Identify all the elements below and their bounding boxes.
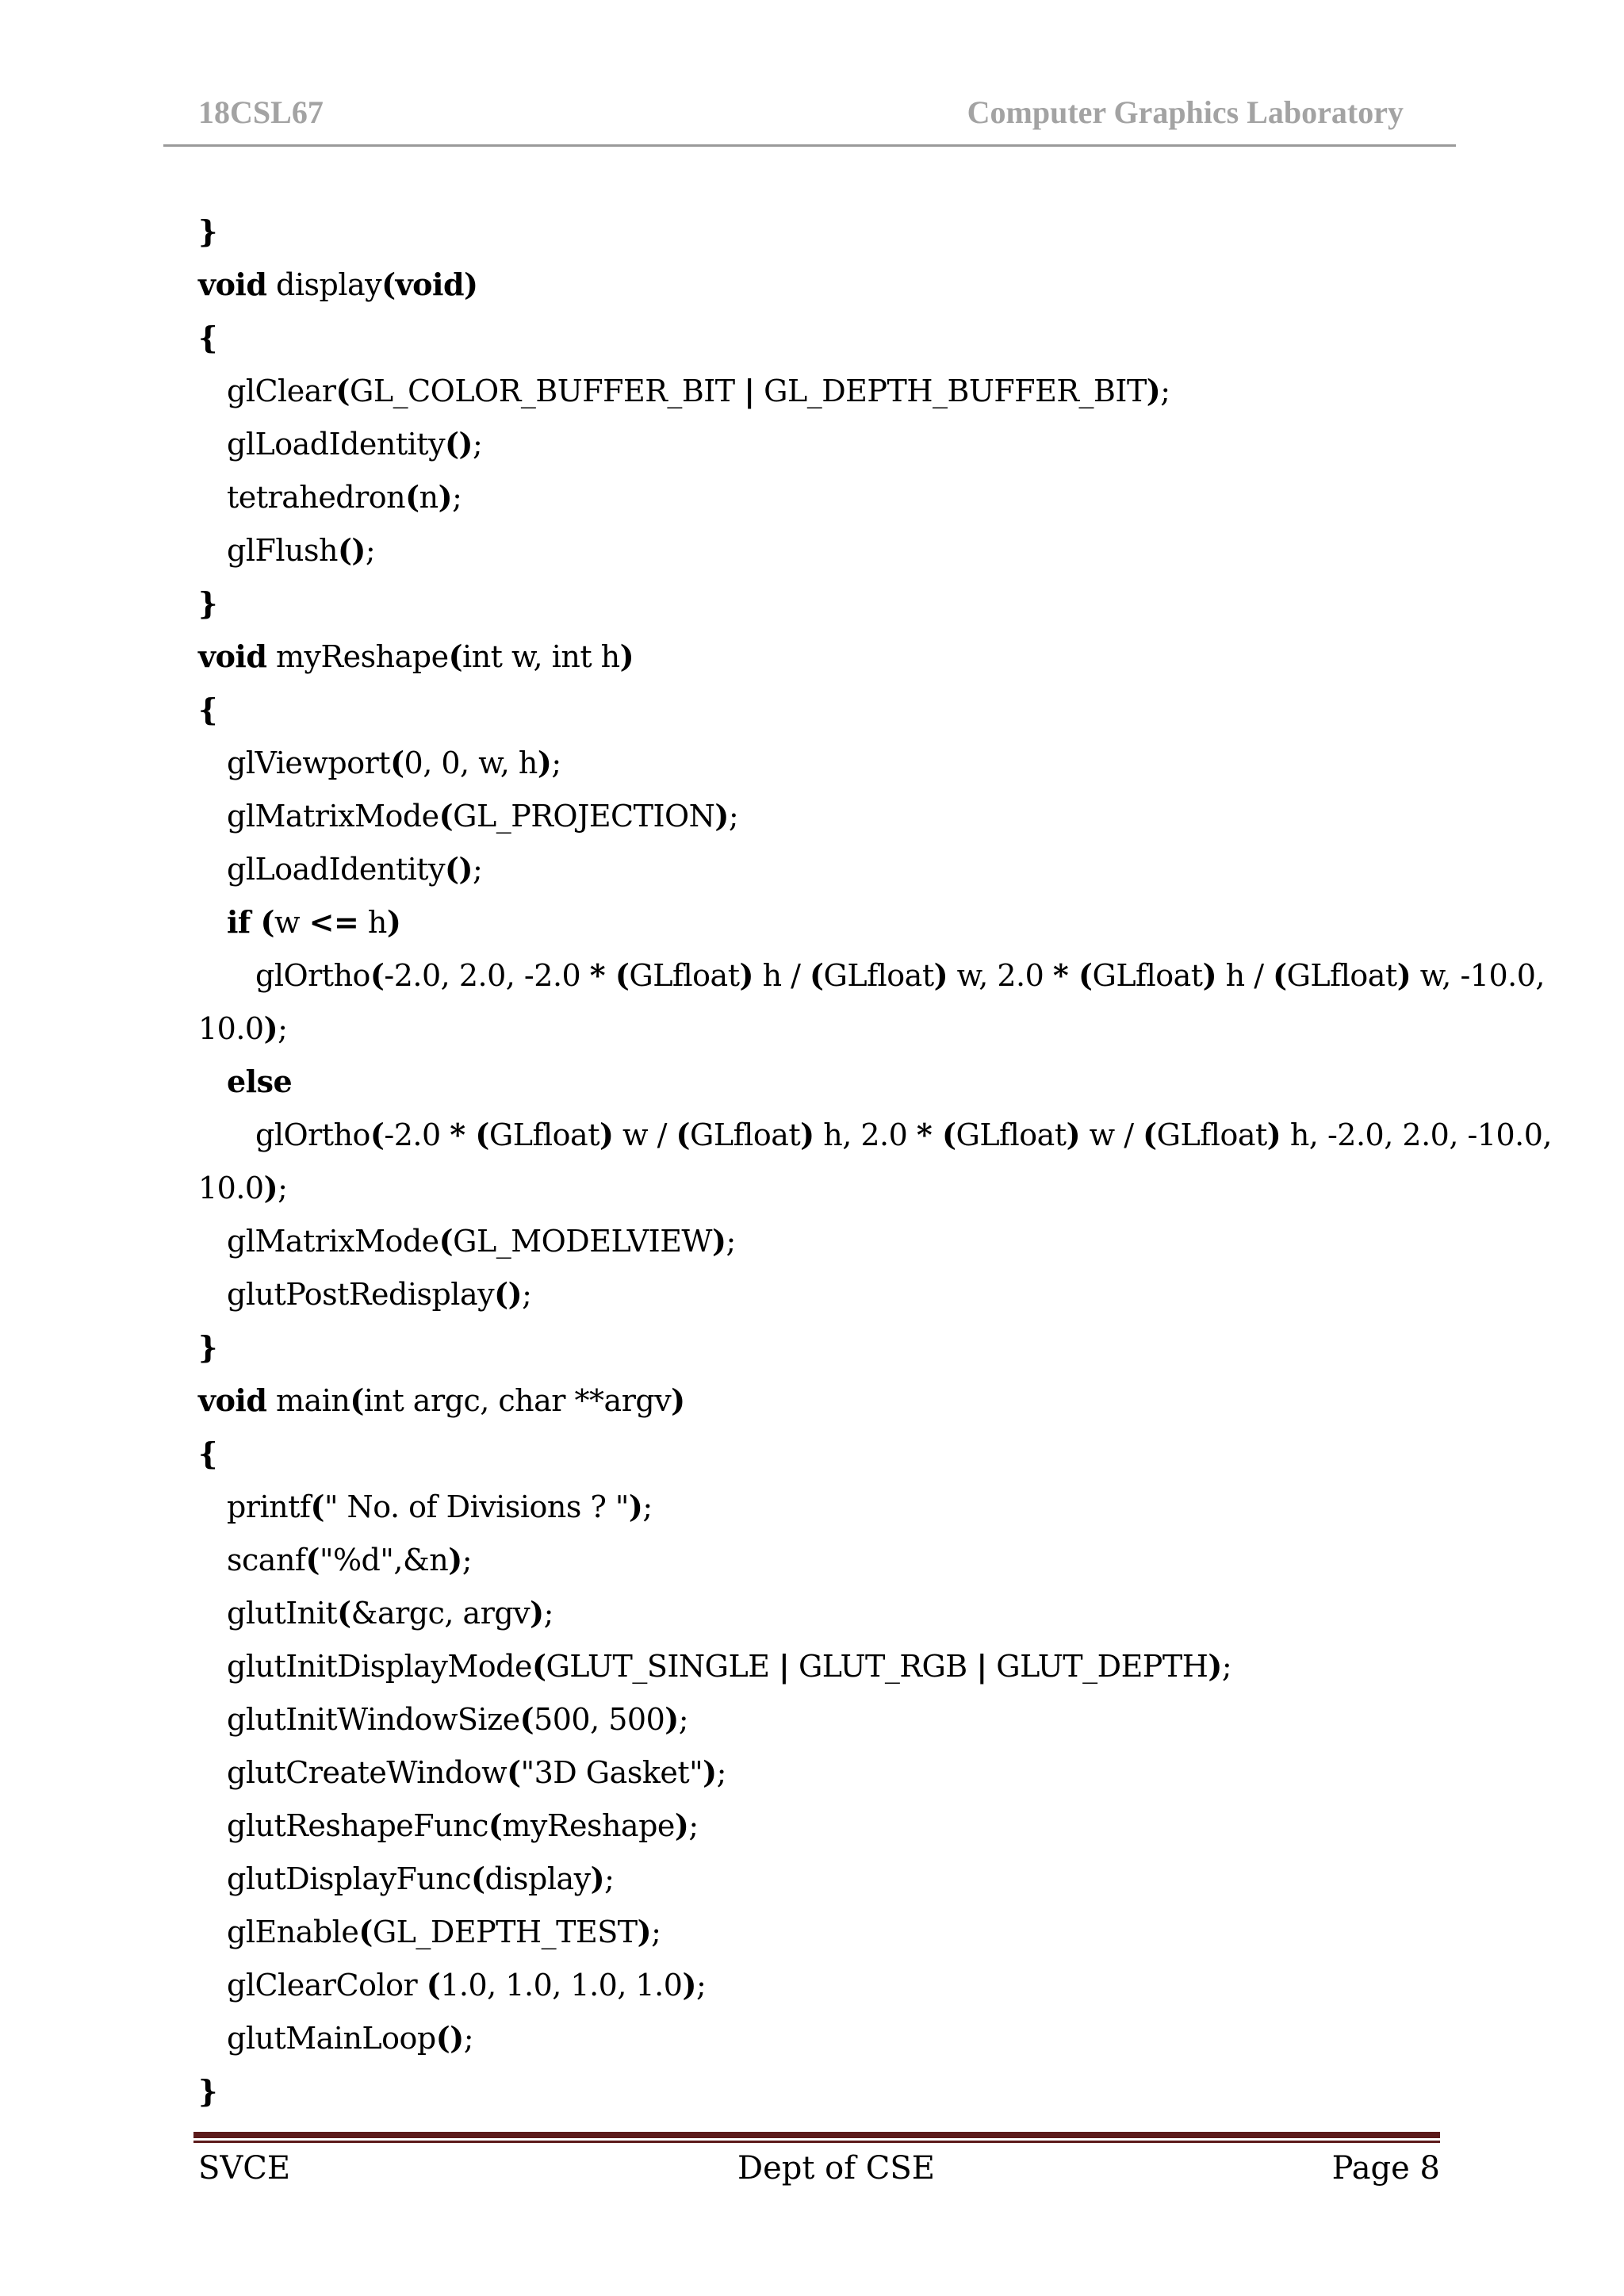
code-token: ) — [1066, 1117, 1081, 1152]
code-token: | — [744, 373, 755, 408]
code-token: ( — [370, 957, 385, 993]
code-token: GLfloat — [1156, 1117, 1267, 1152]
code-token: myReshape — [266, 639, 449, 674]
code-token: glutReshapeFunc — [227, 1808, 488, 1843]
code-token: w, -10.0, — [1411, 958, 1545, 993]
code-token: glutInit — [227, 1596, 338, 1631]
code-line — [198, 1214, 1435, 1267]
code-token: { — [198, 1435, 217, 1471]
code-token: h / — [753, 958, 810, 993]
code-token: myReshape — [502, 1808, 675, 1843]
code-listing — [198, 205, 1553, 2118]
code-token: (void) — [381, 266, 478, 302]
code-line — [198, 1905, 1435, 1958]
code-token: ) — [263, 1010, 278, 1046]
footer-rule-thick — [193, 2132, 1440, 2138]
code-token: ( — [676, 1117, 691, 1152]
code-token: ) — [682, 1967, 696, 2003]
code-line — [198, 736, 1435, 789]
code-token: tetrahedron — [227, 480, 406, 515]
code-token: * ( — [450, 1117, 489, 1152]
code-token: ; — [543, 1596, 553, 1631]
code-token: glClear — [227, 374, 336, 408]
code-token: display — [485, 1861, 591, 1896]
code-token: GL_DEPTH_TEST — [372, 1915, 638, 1949]
code-token: ; — [473, 427, 483, 462]
code-token: ( — [439, 1223, 454, 1259]
code-token: ; — [463, 2021, 474, 2056]
code-token: ) — [739, 957, 753, 993]
footer-page-number: Page 8 — [1331, 2150, 1440, 2187]
code-token: w / — [1080, 1117, 1143, 1152]
code-token: ( — [471, 1861, 485, 1896]
code-token: glMatrixMode — [227, 1224, 439, 1259]
code-token: ) — [386, 904, 401, 940]
code-line — [198, 1002, 1435, 1055]
code-token: ) — [1266, 1117, 1281, 1152]
code-token: () — [494, 1276, 523, 1312]
code-token: glutCreateWindow — [227, 1755, 508, 1790]
code-token: h — [358, 905, 387, 940]
code-line — [198, 949, 1545, 1002]
code-token: GLfloat — [1092, 958, 1203, 993]
code-token: ( — [531, 1648, 546, 1684]
code-token: w / — [613, 1117, 676, 1152]
footer-rule-thin — [193, 2141, 1440, 2143]
code-token: glClearColor — [227, 1968, 427, 2003]
code-line — [198, 683, 1435, 736]
code-token: ) — [665, 1701, 679, 1737]
code-token: "3D Gasket" — [520, 1755, 703, 1790]
code-token: ( — [370, 1117, 385, 1152]
code-token: ; — [695, 1968, 707, 2003]
code-token: ) — [671, 1382, 685, 1418]
code-token: ) — [1396, 957, 1411, 993]
code-token: 0, 0, w, h — [404, 746, 538, 780]
code-token: GLfloat — [823, 958, 934, 993]
code-line — [198, 258, 1435, 311]
code-token: () — [445, 851, 473, 887]
page-header — [163, 0, 1456, 147]
footer-department: Dept of CSE — [737, 2150, 935, 2187]
code-line — [198, 2011, 1435, 2064]
code-token: ( — [310, 1489, 324, 1524]
footer-rule — [193, 2132, 1440, 2143]
code-token: -2.0 — [384, 1117, 450, 1152]
code-token: glLoadIdentity — [227, 852, 446, 887]
code-token: display — [266, 267, 382, 302]
code-token: w — [274, 905, 309, 940]
code-token: glOrtho — [255, 1117, 370, 1152]
code-token: glutMainLoop — [227, 2021, 436, 2056]
code-line — [198, 1692, 1435, 1746]
code-token: ; — [278, 1171, 288, 1205]
code-token: glEnable — [227, 1915, 359, 1949]
code-line — [198, 1161, 1435, 1214]
code-line — [198, 1055, 1435, 1108]
code-token: w, 2.0 — [948, 958, 1053, 993]
code-token: * ( — [1052, 957, 1093, 993]
code-token: () — [445, 426, 473, 462]
code-token: ; — [651, 1915, 661, 1949]
code-line — [198, 1746, 1435, 1799]
code-token: printf — [227, 1489, 311, 1524]
code-line — [198, 895, 1435, 949]
code-token: ( — [507, 1754, 521, 1790]
code-token: int w, int h — [462, 639, 620, 674]
code-token: glFlush — [227, 533, 338, 568]
code-token: void — [198, 638, 267, 674]
code-token: ; — [522, 1277, 532, 1312]
code-token: h / — [1216, 958, 1274, 993]
code-token: scanf — [227, 1543, 306, 1577]
code-token: ; — [726, 1224, 736, 1259]
code-line — [198, 2064, 1435, 2118]
code-token: { — [198, 320, 217, 355]
code-token: { — [198, 692, 217, 727]
code-token: ( — [1273, 957, 1287, 993]
code-token: ) — [1208, 1648, 1222, 1684]
code-token: ( — [305, 1542, 320, 1577]
code-line — [198, 1427, 1435, 1480]
code-token: " No. of Divisions ? " — [324, 1489, 629, 1524]
code-token: GL_DEPTH_BUFFER_BIT — [754, 374, 1147, 408]
code-token: ) — [703, 1754, 717, 1790]
code-line — [198, 1374, 1435, 1427]
code-token: ) — [714, 798, 729, 834]
code-token: ( — [358, 1914, 373, 1949]
code-token: ; — [365, 533, 376, 568]
code-token: glLoadIdentity — [227, 427, 446, 462]
code-token: () — [337, 532, 366, 568]
code-line — [198, 1267, 1435, 1320]
code-token: h, -2.0, 2.0, -10.0, — [1281, 1117, 1553, 1152]
lab-title: Computer Graphics Laboratory — [967, 94, 1404, 130]
code-token: void — [198, 1382, 267, 1418]
code-token: ; — [1221, 1649, 1232, 1684]
code-token: GL_MODELVIEW — [453, 1224, 712, 1259]
code-token: ; — [462, 1543, 473, 1577]
code-token: ; — [688, 1808, 699, 1843]
code-line — [198, 1639, 1435, 1692]
code-token: ( — [439, 798, 454, 834]
code-token: ; — [1160, 374, 1170, 408]
code-token: } — [198, 2073, 217, 2109]
code-token: ) — [619, 638, 634, 674]
code-line — [198, 470, 1435, 523]
code-line — [198, 523, 1435, 577]
code-token: GL_COLOR_BUFFER_BIT — [350, 374, 745, 408]
code-line — [198, 364, 1435, 417]
code-line — [198, 577, 1435, 630]
code-token: GLfloat — [629, 958, 740, 993]
code-token: | — [976, 1648, 987, 1684]
code-token: GLUT_DEPTH — [986, 1649, 1208, 1684]
code-token: h, 2.0 — [814, 1117, 917, 1152]
code-line — [198, 1958, 1435, 2011]
code-token: | — [779, 1648, 790, 1684]
code-token: GLfloat — [690, 1117, 801, 1152]
code-token: ) — [712, 1223, 726, 1259]
code-token: ( — [337, 1595, 351, 1631]
footer-institution: SVCE — [198, 2150, 291, 2187]
code-token: ; — [473, 852, 483, 887]
code-token: -2.0, 2.0, -2.0 — [384, 958, 590, 993]
code-line — [198, 1799, 1435, 1852]
code-token: GLUT_SINGLE — [546, 1649, 779, 1684]
code-line — [198, 1320, 1435, 1374]
code-token: glOrtho — [255, 958, 370, 993]
code-token: <= — [308, 904, 359, 940]
code-token: ( — [350, 1382, 364, 1418]
code-token: else — [227, 1064, 293, 1099]
code-token: ; — [716, 1755, 726, 1790]
code-token: () — [435, 2020, 464, 2056]
code-token: int argc, char **argv — [363, 1383, 672, 1418]
code-token: ) — [590, 1861, 605, 1896]
code-token: ) — [800, 1117, 814, 1152]
code-token: ; — [642, 1489, 653, 1524]
code-token: 10.0 — [198, 1171, 264, 1205]
code-token: glutInitDisplayMode — [227, 1649, 532, 1684]
code-token: 10.0 — [198, 1011, 264, 1046]
code-token: ( — [405, 479, 419, 515]
code-token: "%d",&n — [319, 1543, 449, 1577]
code-token: ( — [488, 1807, 503, 1843]
code-token: ) — [933, 957, 948, 993]
code-token: ( — [390, 745, 404, 780]
course-code: 18CSL67 — [198, 94, 324, 130]
code-token: n — [419, 480, 439, 515]
code-token: GLUT_RGB — [789, 1649, 977, 1684]
code-token: ; — [278, 1011, 288, 1046]
code-token: 1.0, 1.0, 1.0, 1.0 — [440, 1968, 683, 2003]
code-line — [198, 842, 1435, 895]
code-token: ; — [728, 799, 739, 834]
code-line — [198, 1852, 1435, 1905]
code-line — [198, 311, 1435, 364]
code-token: * ( — [916, 1117, 956, 1152]
code-token: ) — [448, 1542, 462, 1577]
code-token: 500, 500 — [534, 1702, 665, 1737]
code-token: glMatrixMode — [227, 799, 439, 834]
code-token: GL_PROJECTION — [453, 799, 715, 834]
code-token: ) — [1146, 373, 1161, 408]
code-token: ; — [678, 1702, 689, 1737]
code-token: } — [198, 585, 217, 621]
code-token: glutPostRedisplay — [227, 1277, 495, 1312]
code-token: &argc, argv — [350, 1596, 530, 1631]
code-token: ) — [530, 1595, 544, 1631]
code-token: ) — [537, 745, 552, 780]
code-token: glViewport — [227, 746, 391, 780]
code-token: ( — [519, 1701, 534, 1737]
code-line — [198, 1533, 1435, 1586]
code-token: if ( — [227, 904, 274, 940]
code-token: * ( — [589, 957, 630, 993]
code-token: ) — [674, 1807, 689, 1843]
code-token: ; — [551, 746, 561, 780]
code-token: ) — [637, 1914, 652, 1949]
code-token: GLfloat — [956, 1117, 1067, 1152]
code-line — [198, 205, 1435, 258]
code-token: } — [198, 213, 217, 249]
code-line — [198, 1480, 1435, 1533]
code-token: } — [198, 1329, 217, 1365]
code-token: ) — [438, 479, 453, 515]
code-token: ( — [448, 638, 463, 674]
code-token: ) — [599, 1117, 614, 1152]
code-token: ; — [452, 480, 462, 515]
code-line — [198, 1586, 1435, 1639]
code-token: GLfloat — [1286, 958, 1397, 993]
code-token: ; — [604, 1861, 615, 1896]
code-token: ) — [263, 1170, 278, 1205]
code-line — [198, 417, 1435, 470]
code-line — [198, 789, 1435, 842]
code-token: ( — [1143, 1117, 1157, 1152]
code-line — [198, 630, 1435, 683]
code-line — [198, 1108, 1553, 1161]
code-token: glutInitWindowSize — [227, 1702, 520, 1737]
code-token: ) — [628, 1489, 643, 1524]
code-token: ( — [810, 957, 824, 993]
code-token: ) — [1202, 957, 1217, 993]
code-token: glutDisplayFunc — [227, 1861, 472, 1896]
code-token: void — [198, 266, 267, 302]
code-token: main — [266, 1383, 350, 1418]
code-token: ( — [426, 1967, 441, 2003]
code-token: ( — [335, 373, 350, 408]
code-token: GLfloat — [488, 1117, 599, 1152]
